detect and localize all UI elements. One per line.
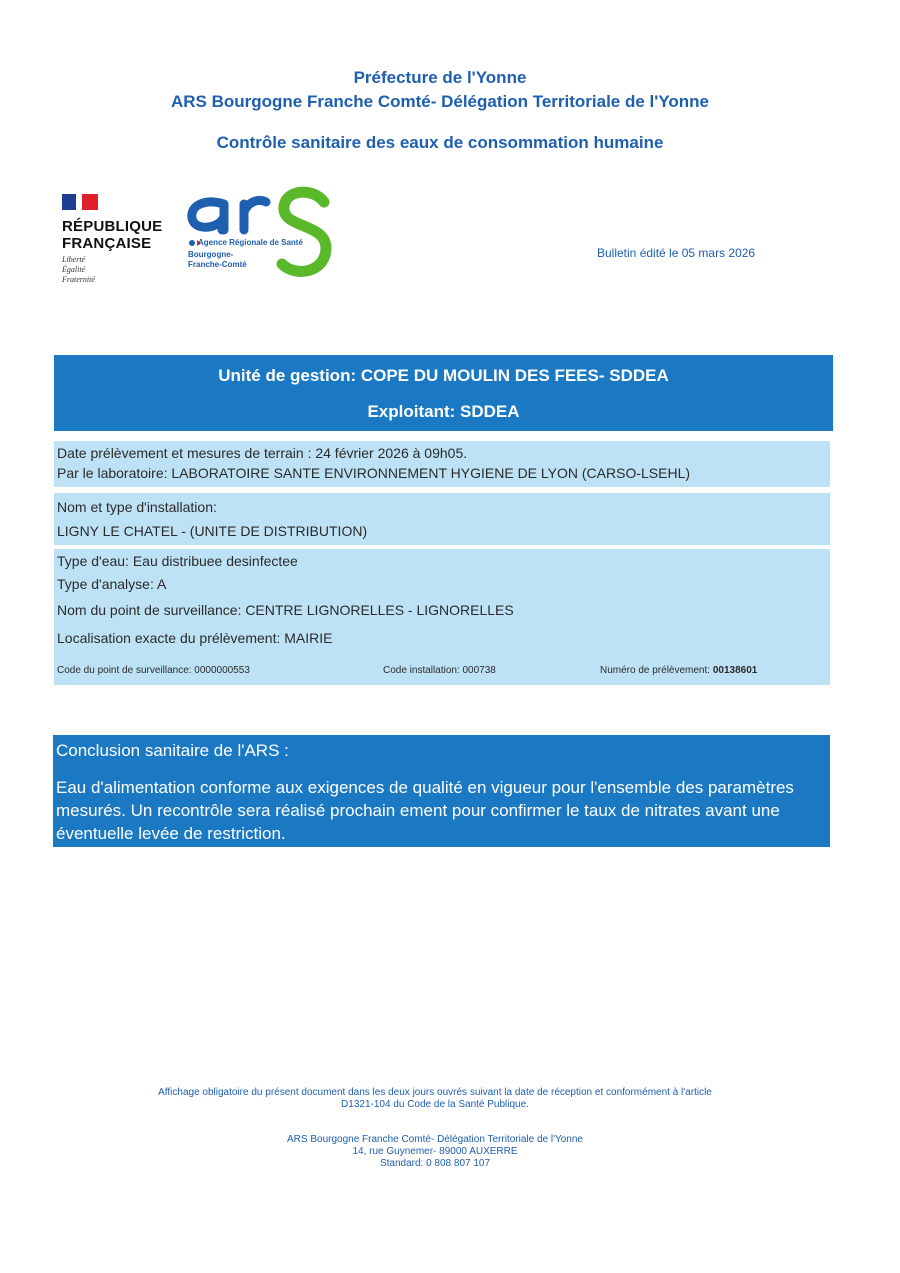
francaise-label: FRANÇAISE <box>62 235 152 252</box>
sample-laboratory: Par le laboratoire: LABORATOIRE SANTE ENVIRONNEMENT HYGIENE DE LYON (CARSO-LSEHL) <box>57 465 691 481</box>
installation-value: LIGNY LE CHATEL - (UNITE DE DISTRIBUTION) <box>57 523 368 539</box>
footer-phone: Standard: 0 808 807 107 <box>379 1158 491 1169</box>
numero-prelevement-label: Numéro de prélèvement: <box>600 665 711 676</box>
republique-label: RÉPUBLIQUE <box>62 218 163 235</box>
point-surveillance: Nom du point de surveillance: CENTRE LIGNORELLES - LIGNORELLES <box>57 602 514 618</box>
legal-notice-line2: D1321-104 du Code de la Santé Publique. <box>341 1099 529 1110</box>
installation-block <box>54 493 830 545</box>
motto-egalite: Égalité <box>62 265 86 274</box>
code-point-surveillance: Code du point de surveillance: 0000000553 <box>57 665 250 676</box>
ars-region-label <box>188 250 247 270</box>
numero-prelevement-value: 00138601 <box>712 665 758 676</box>
localisation-prelevement: Localisation exacte du prélèvement: MAIRIE <box>57 630 333 646</box>
french-flag-icon <box>62 194 102 210</box>
legal-notice-line1: Affichage obligatoire du présent document dans les deux jours ouvrés suivant la date de réception et conformément à l'article <box>158 1087 712 1098</box>
analysis-details-block <box>54 549 830 685</box>
footer-address: 14, rue Guynemer- 89000 AUXERRE <box>352 1146 518 1157</box>
contact-footer <box>0 1134 870 1170</box>
type-analyse: Type d'analyse: A <box>57 576 167 592</box>
prefecture-title: Préfecture de l'Yonne <box>353 68 527 87</box>
code-installation: Code installation: 000738 <box>383 665 496 676</box>
ars-region-line1: Bourgogne- <box>188 250 234 259</box>
ars-region-line2: Franche-Comté <box>188 260 247 269</box>
conclusion-text: Eau d'alimentation conforme aux exigences de qualité en vigueur pour l'ensemble des paramètres mesurés. Un recontrôle sera réalisé prochain ement pour confirmer le taux de nitrates avant une éventuelle levée de restriction. <box>56 778 794 843</box>
motto-fraternite: Fraternité <box>62 275 95 284</box>
republique-francaise-logo <box>62 194 172 285</box>
type-eau: Type d'eau: Eau distribuee desinfectee <box>57 553 298 569</box>
unite-gestion-banner: Unité de gestion: COPE DU MOULIN DES FEES- SDDEA <box>54 355 833 395</box>
installation-label: Nom et type d'installation: <box>57 499 217 515</box>
motto-liberte: Liberté <box>62 255 86 264</box>
exploitant-banner: Exploitant: SDDEA <box>54 395 833 431</box>
bulletin-date: Bulletin édité le 05 mars 2026 <box>597 246 756 260</box>
conclusion-title: Conclusion sanitaire de l'ARS : <box>56 741 289 760</box>
ars-agency-label: Agence Régionale de Santé <box>198 238 303 247</box>
footer-organisation: ARS Bourgogne Franche Comté- Délégation Territoriale de l'Yonne <box>287 1134 583 1145</box>
numero-prelevement <box>600 665 757 676</box>
ars-logo <box>186 184 336 284</box>
sample-date: Date prélèvement et mesures de terrain : 24 février 2026 à 09h05. <box>57 445 468 461</box>
conclusion-box <box>53 735 830 847</box>
ars-delegation-title: ARS Bourgogne Franche Comté- Délégation Territoriale de l'Yonne <box>170 92 710 111</box>
sample-info-block <box>54 441 830 487</box>
legal-notice <box>0 1087 870 1111</box>
document-title: Contrôle sanitaire des eaux de consommation humaine <box>216 133 664 152</box>
